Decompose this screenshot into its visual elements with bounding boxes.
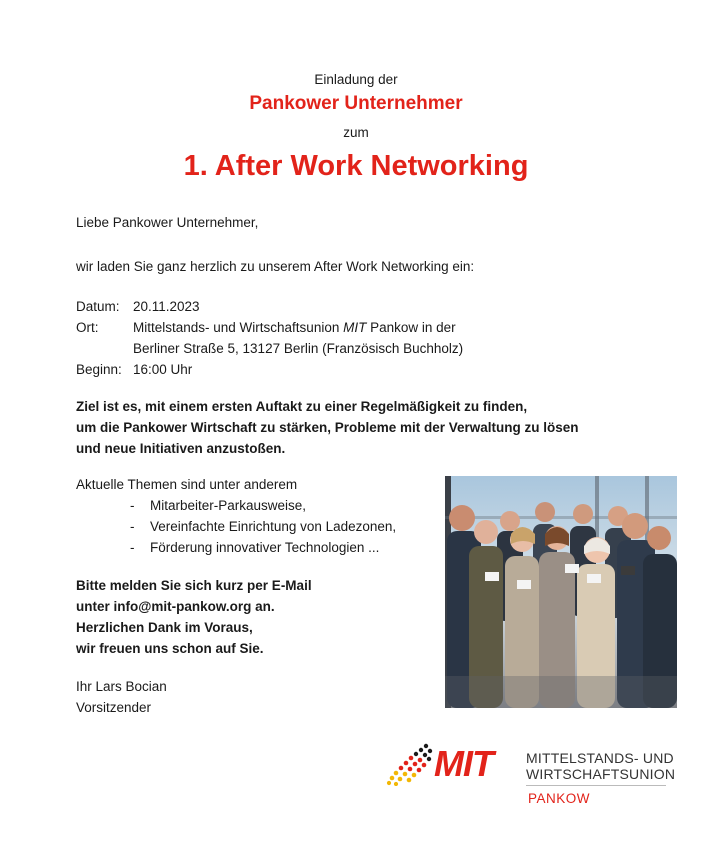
call-line: wir freuen uns schon auf Sie. [76, 641, 264, 656]
mit-logo-dots-icon [386, 742, 434, 786]
event-details [76, 296, 513, 380]
list-item [130, 495, 396, 516]
organization-name: Pankower Unternehmer [249, 93, 463, 114]
topics-list [130, 495, 396, 558]
call-line: unter info@mit-pankow.org an. [76, 599, 275, 614]
place-line1-post: Pankow in der [366, 320, 456, 335]
call-line: Herzlichen Dank im Voraus, [76, 620, 253, 635]
invitation-intro: Einladung der [314, 72, 398, 87]
bullet-dash: - [130, 498, 135, 513]
event-title: 1. After Work Networking [183, 150, 529, 182]
signature-name: Ihr Lars Bocian [76, 679, 167, 694]
logo-line-1: MITTELSTANDS- UND [526, 750, 674, 766]
signature-role: Vorsitzender [76, 700, 152, 715]
greeting: Liebe Pankower Unternehmer, [76, 215, 259, 230]
place-row [76, 317, 513, 359]
topic-text: Förderung innovativer Technologien ... [150, 540, 380, 555]
goal-line: Ziel ist es, mit einem ersten Auftakt zu einer Regelmäßigkeit zu finden, [76, 399, 528, 414]
list-item [130, 537, 396, 558]
date-row [76, 296, 513, 317]
invitation-text: wir laden Sie ganz herzlich zu unserem After Work Networking ein: [76, 259, 475, 274]
group-photo [445, 476, 677, 708]
bullet-dash: - [130, 540, 135, 555]
date-label: Datum: [76, 299, 120, 314]
place-line1-pre: Mittelstands- und Wirtschaftsunion [133, 320, 344, 335]
list-item [130, 516, 396, 537]
signature [76, 676, 167, 718]
logo-chapter: PANKOW [528, 791, 591, 806]
bullet-dash: - [130, 519, 135, 534]
start-row [76, 359, 513, 380]
call-to-action [76, 575, 312, 659]
place-line2: Berliner Straße 5, 13127 Berlin (Französisch Buchholz) [133, 341, 464, 356]
mit-logo-wordmark: MIT [434, 743, 493, 784]
call-line: Bitte melden Sie sich kurz per E-Mail [76, 578, 312, 593]
start-label: Beginn: [76, 362, 122, 377]
start-value: 16:00 Uhr [133, 362, 193, 377]
topic-text: Vereinfachte Einrichtung von Ladezonen, [150, 519, 397, 534]
place-label: Ort: [76, 320, 99, 335]
date-value: 20.11.2023 [133, 299, 200, 314]
logo-line-2: WIRTSCHAFTSUNION [526, 766, 676, 782]
connector-text: zum [343, 125, 369, 140]
place-line1-mit: MIT [343, 320, 367, 335]
topic-text: Mitarbeiter-Parkausweise, [150, 498, 307, 513]
goal-line: und neue Initiativen anzustoßen. [76, 441, 286, 456]
logo-divider [526, 785, 666, 786]
goal-paragraph [76, 396, 579, 459]
topics-heading: Aktuelle Themen sind unter anderem [76, 477, 298, 492]
place-value [133, 317, 513, 359]
goal-line: um die Pankower Wirtschaft zu stärken, Probleme mit der Verwaltung zu lösen [76, 420, 579, 435]
